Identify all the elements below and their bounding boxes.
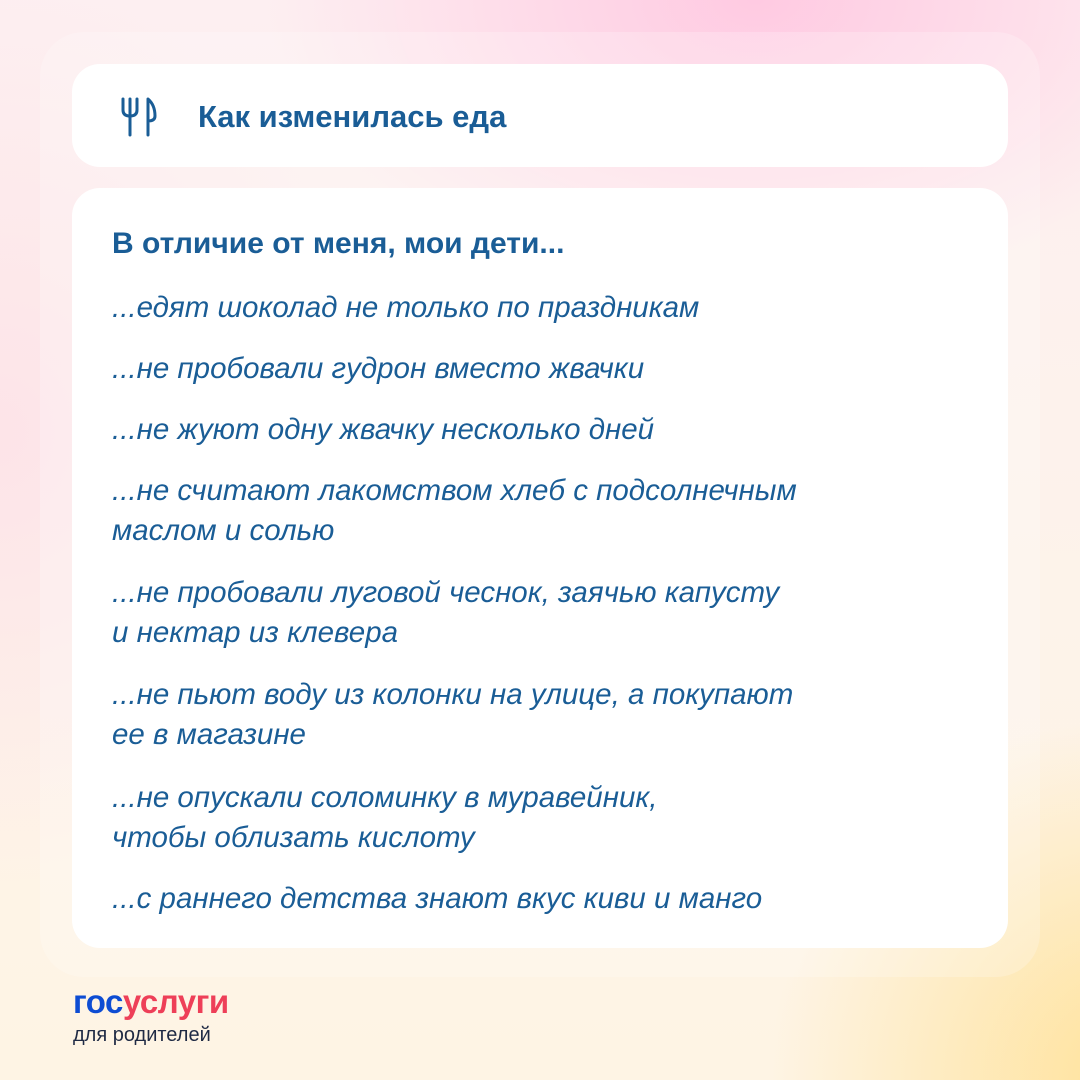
list-item bbox=[112, 573, 779, 653]
logo-text-gos: гос bbox=[73, 983, 123, 1020]
list-item-line: ...не считают лакомством хлеб с подсолнечным bbox=[112, 474, 797, 507]
list-item bbox=[112, 879, 762, 919]
list-item-line: ...не жуют одну жвачку несколько дней bbox=[112, 413, 655, 446]
list-item bbox=[112, 675, 793, 755]
logo-text-uslugi: услуги bbox=[122, 983, 229, 1020]
fork-knife-icon bbox=[118, 96, 160, 138]
list-item bbox=[112, 778, 657, 858]
list-item-line: ...не пробовали луговой чеснок, заячью капусту bbox=[112, 576, 780, 609]
list-item bbox=[112, 410, 654, 450]
list-item-line: ...едят шоколад не только по праздникам bbox=[112, 291, 700, 324]
list-item bbox=[112, 349, 644, 389]
list-item-line: маслом и солью bbox=[112, 514, 335, 547]
page-title: Как изменилась еда bbox=[198, 99, 507, 134]
list-item bbox=[112, 288, 699, 328]
list-item-line: ...с раннего детства знают вкус киви и манго bbox=[112, 882, 763, 915]
logo-subtitle: для родителей bbox=[73, 1024, 211, 1046]
list-item-line: ее в магазине bbox=[112, 718, 306, 751]
list-item-line: ...не опускали соломинку в муравейник, bbox=[112, 781, 658, 814]
gosuslugi-logo bbox=[73, 983, 229, 1021]
list-item bbox=[112, 471, 797, 551]
list-item-line: и нектар из клевера bbox=[112, 616, 399, 649]
list-item-line: чтобы облизать кислоту bbox=[112, 821, 475, 854]
list-item-line: ...не пьют воду из колонки на улице, а покупают bbox=[112, 678, 794, 711]
intro-heading: В отличие от меня, мои дети... bbox=[112, 227, 565, 260]
list-item-line: ...не пробовали гудрон вместо жвачки bbox=[112, 352, 645, 385]
